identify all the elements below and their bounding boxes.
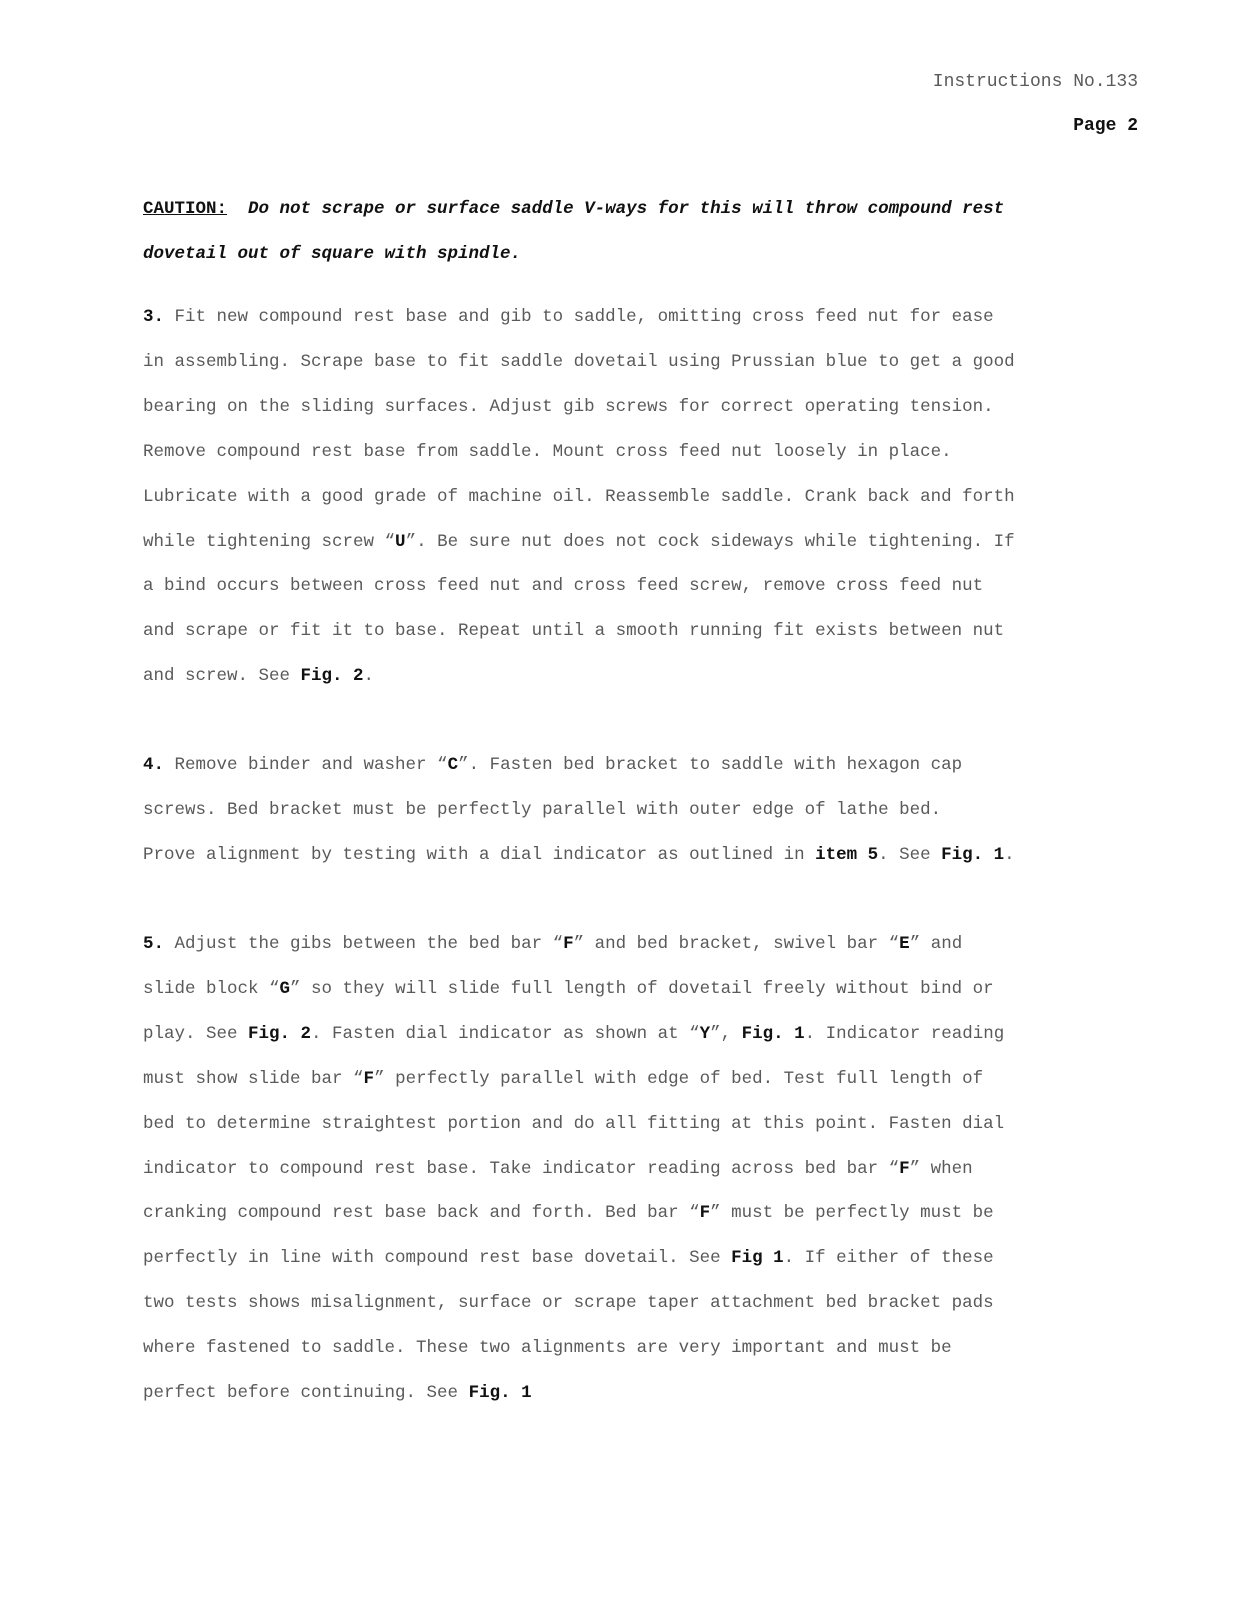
step-3-number: 3. (143, 307, 165, 327)
step-5-paragraph (143, 922, 1143, 1416)
step-5-line: ” must be perfectly must be (710, 1203, 994, 1224)
step-5-line: ” when (909, 1158, 973, 1179)
part-label-e: E (899, 934, 910, 954)
step-3-line: Lubricate with a good grade of machine oil. Reassemble saddle. Crank back and forth (143, 486, 1015, 507)
caution-label: CAUTION: (143, 199, 228, 219)
step-3-line: and screw. See (143, 666, 301, 687)
step-5-line: Adjust the gibs between the bed bar “ (164, 934, 564, 954)
step-4-line: Remove binder and washer “ (164, 755, 448, 775)
step-3-line: Fit new compound rest base and gib to saddle, omitting cross feed nut for ease (164, 307, 994, 327)
step-4-line: . See (878, 844, 942, 865)
step-4-line: screws. Bed bracket must be perfectly parallel with outer edge of lathe bed. (143, 799, 942, 820)
step-5-line: ” perfectly parallel with edge of bed. Test full length of (374, 1068, 984, 1089)
step-3-line: . (363, 666, 375, 687)
step-5-line: . Fasten dial indicator as shown at “ (311, 1023, 700, 1044)
item-reference: item 5 (815, 844, 879, 865)
figure-reference: Fig. 1 (941, 844, 1005, 865)
step-5-line: . If either of these (783, 1248, 994, 1269)
step-4-number: 4. (143, 755, 165, 775)
part-label-f: F (899, 1158, 910, 1179)
figure-reference: Fig. 1 (468, 1383, 532, 1404)
step-5-line: must show slide bar “ (143, 1068, 364, 1089)
step-3-line: Remove compound rest base from saddle. Mount cross feed nut loosely in place. (143, 441, 952, 462)
step-3-line: in assembling. Scrape base to fit saddle dovetail using Prussian blue to get a good (143, 351, 1015, 372)
instructions-number: Instructions No.133 (932, 72, 1138, 92)
step-5-line: . Indicator reading (804, 1023, 1005, 1044)
step-5-line: ” and bed bracket, swivel bar “ (573, 934, 900, 954)
step-5-line: play. See (143, 1023, 249, 1044)
caution-text-line-2: dovetail out of square with spindle. (143, 244, 522, 264)
step-5-line: where fastened to saddle. These two alignments are very important and must be (143, 1338, 952, 1359)
step-5-number: 5. (143, 934, 165, 954)
part-label-f: F (563, 934, 574, 954)
part-label-g: G (279, 978, 291, 999)
page-number: Page 2 (1073, 116, 1138, 136)
part-label-f: F (363, 1068, 375, 1089)
step-3-line: a bind occurs between cross feed nut and cross feed screw, remove cross feed nut (143, 576, 984, 597)
step-3-paragraph (143, 295, 1143, 699)
step-5-line: slide block “ (143, 978, 280, 999)
step-4-line: . (1004, 844, 1015, 865)
step-5-line: ” so they will slide full length of dovetail freely without bind or (290, 978, 994, 999)
step-3-line: bearing on the sliding surfaces. Adjust gib screws for correct operating tension. (143, 396, 994, 417)
step-5-line: indicator to compound rest base. Take indicator reading across bed bar “ (143, 1158, 900, 1179)
part-label-y: Y (699, 1023, 711, 1044)
figure-reference: Fig 1 (731, 1248, 784, 1269)
figure-reference: Fig. 1 (741, 1023, 805, 1044)
step-5-line: bed to determine straightest portion and do all fitting at this point. Fasten dial (143, 1113, 1005, 1134)
caution-note (143, 187, 1143, 277)
part-label-u: U (395, 531, 406, 552)
figure-reference: Fig. 2 (248, 1023, 312, 1044)
caution-text-line-1: Do not scrape or surface saddle V-ways for this will throw compound rest (248, 199, 1005, 219)
step-5-line: cranking compound rest base back and forth. Bed bar “ (143, 1203, 700, 1224)
step-4-paragraph (143, 743, 1143, 878)
step-3-line: ”. Be sure nut does not cock sideways while tightening. If (405, 531, 1015, 552)
part-label-c: C (447, 755, 459, 775)
step-3-line: while tightening screw “ (143, 531, 396, 552)
step-5-line: ” and (909, 934, 963, 954)
step-5-line: perfect before continuing. See (143, 1383, 469, 1404)
step-5-line: two tests shows misalignment, surface or scrape taper attachment bed bracket pads (143, 1293, 994, 1314)
figure-reference: Fig. 2 (300, 666, 364, 687)
step-4-line: ”. Fasten bed bracket to saddle with hexagon cap (458, 755, 963, 775)
part-label-f: F (699, 1203, 711, 1224)
step-5-line: perfectly in line with compound rest base dovetail. See (143, 1248, 732, 1269)
step-3-line: and scrape or fit it to base. Repeat until a smooth running fit exists between nut (143, 621, 1005, 642)
step-4-line: Prove alignment by testing with a dial indicator as outlined in (143, 844, 816, 865)
step-5-line: ”, (710, 1023, 742, 1044)
